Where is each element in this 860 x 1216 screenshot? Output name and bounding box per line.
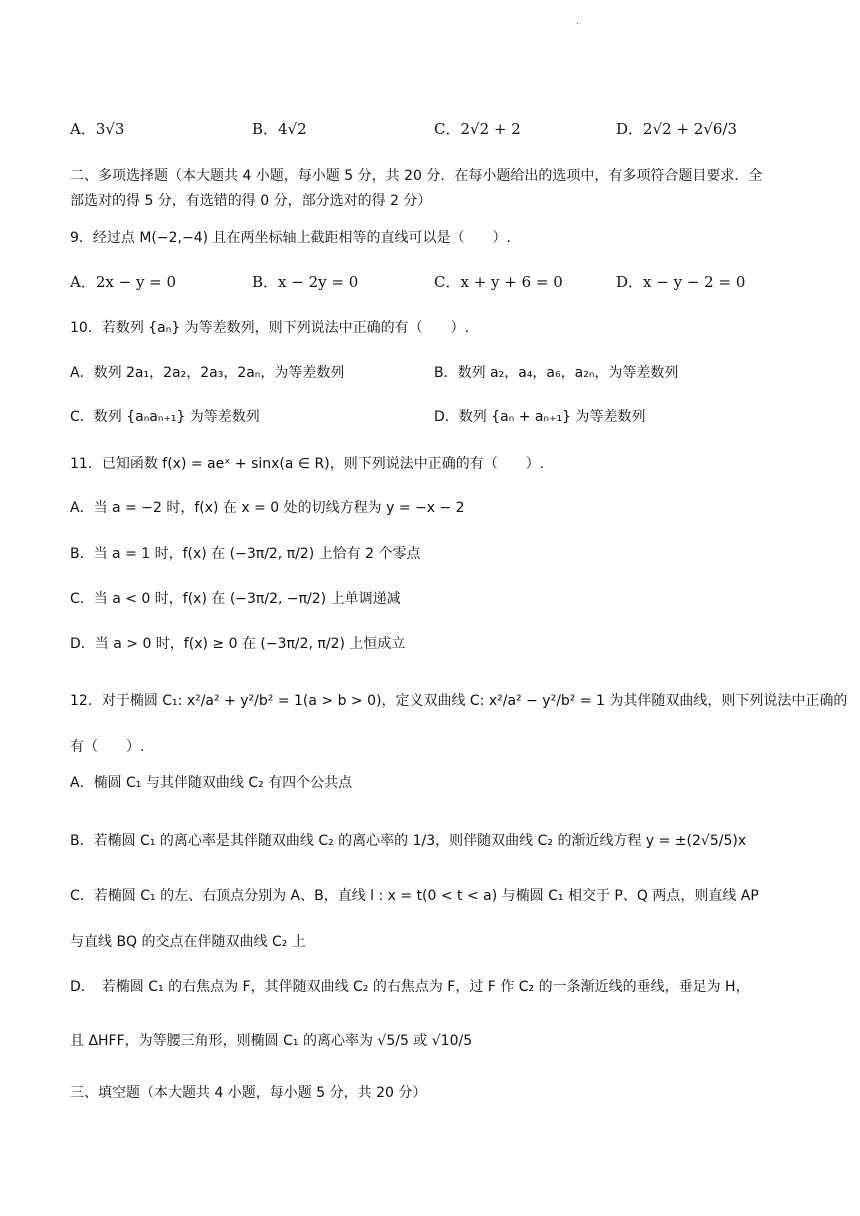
section2-line2: 部选对的得 5 分，有选错的得 0 分，部分选对的得 2 分） bbox=[70, 193, 432, 209]
q11-stem: 11．已知函数 f(x) = aeˣ + sinx(a ∈ R)，则下列说法中正确的有（ ）. bbox=[70, 456, 545, 472]
header-dot: . bbox=[576, 16, 579, 27]
q12-option-b: B．若椭圆 C₁ 的离心率是其伴随双曲线 C₂ 的离心率的 1/3，则伴随双曲线 C₂ 的渐近线方程 y = ±(2√5/5)x bbox=[70, 833, 747, 849]
q10-option-d: D．数列 {aₙ + aₙ₊₁} 为等差数列 bbox=[434, 409, 646, 425]
q12-stem-line2: 有（ ）. bbox=[70, 739, 145, 755]
q12-option-c-line2: 与直线 BQ 的交点在伴随双曲线 C₂ 上 bbox=[70, 934, 306, 950]
q9-option-d: D．x − y − 2 = 0 bbox=[616, 273, 746, 291]
q12-option-d-line1: D． 若椭圆 C₁ 的右焦点为 F，其伴随双曲线 C₂ 的右焦点为 F，过 F 作 C₂ 的一条渐近线的垂线，垂足为 H， bbox=[70, 979, 750, 995]
q12-option-a: A．椭圆 C₁ 与其伴随双曲线 C₂ 有四个公共点 bbox=[70, 775, 353, 791]
q11-option-a: A．当 a = −2 时，f(x) 在 x = 0 处的切线方程为 y = −x − 2 bbox=[70, 500, 465, 516]
q12-option-d-line2: 且 ΔHFF，为等腰三角形，则椭圆 C₁ 的离心率为 √5/5 或 √10/5 bbox=[70, 1033, 473, 1049]
q12-option-c-line1: C．若椭圆 C₁ 的左、右顶点分别为 A、B，直线 l : x = t(0 < t < a) 与椭圆 C₁ 相交于 P、Q 两点，则直线 AP bbox=[70, 888, 759, 904]
q11-option-c: C．当 a < 0 时，f(x) 在 (−3π/2, −π/2) 上单调递减 bbox=[70, 591, 401, 607]
q10-option-a: A．数列 2a₁，2a₂，2a₃，2aₙ，为等差数列 bbox=[70, 365, 345, 381]
q8-option-d: D．2√2 + 2√6/3 bbox=[616, 120, 738, 138]
q8-option-c: C．2√2 + 2 bbox=[434, 120, 521, 138]
q11-option-b: B．当 a = 1 时，f(x) 在 (−3π/2, π/2) 上恰有 2 个零点 bbox=[70, 546, 421, 562]
q8-option-a: A．3√3 bbox=[70, 120, 125, 138]
section2-heading bbox=[70, 164, 792, 214]
q9-option-c: C．x + y + 6 = 0 bbox=[434, 273, 563, 291]
q9-option-b: B．x − 2y = 0 bbox=[252, 273, 359, 291]
q9-stem: 9．经过点 M(−2,−4) 且在两坐标轴上截距相等的直线可以是（ ）. bbox=[70, 230, 511, 246]
q9-option-a: A．2x − y = 0 bbox=[70, 273, 177, 291]
section2-line1: 二、多项选择题（本大题共 4 小题，每小题 5 分，共 20 分．在每小题给出的选项中，有多项符合题目要求．全 bbox=[70, 168, 763, 184]
q10-stem: 10．若数列 {aₙ} 为等差数列，则下列说法中正确的有（ ）. bbox=[70, 320, 470, 336]
section3-heading: 三、填空题（本大题共 4 小题，每小题 5 分，共 20 分） bbox=[70, 1085, 427, 1101]
q11-option-d: D．当 a > 0 时，f(x) ≥ 0 在 (−3π/2, π/2) 上恒成立 bbox=[70, 636, 406, 652]
q12-stem-line1: 12．对于椭圆 C₁: x²/a² + y²/b² = 1(a > b > 0)，定义双曲线 C: x²/a² − y²/b² = 1 为其伴随双曲线，则下列说法中正确的 bbox=[70, 693, 848, 709]
q8-option-b: B．4√2 bbox=[252, 120, 307, 138]
q10-option-b: B．数列 a₂，a₄，a₆，a₂ₙ，为等差数列 bbox=[434, 365, 679, 381]
q10-option-c: C．数列 {aₙaₙ₊₁} 为等差数列 bbox=[70, 409, 260, 425]
